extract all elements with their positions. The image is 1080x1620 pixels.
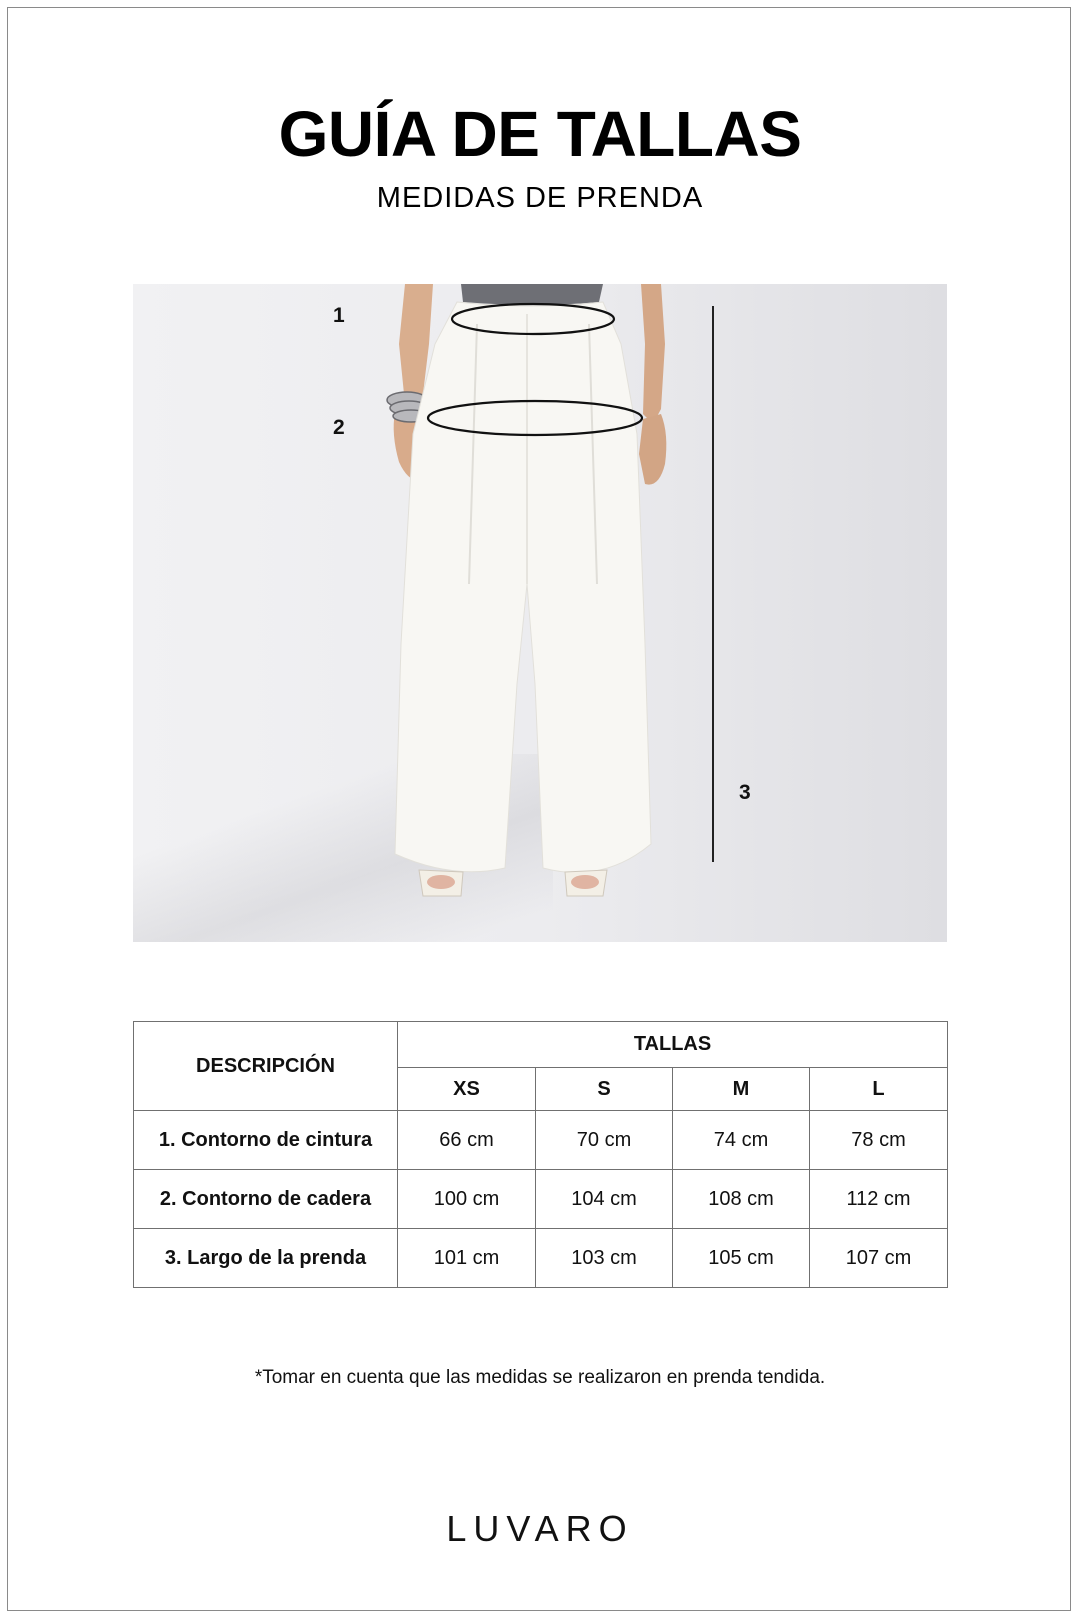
row-label: 1. Contorno de cintura [134,1111,398,1170]
row-label: 3. Largo de la prenda [134,1229,398,1288]
brand-logo: LUVARO [446,1508,634,1549]
cell-value: 66 cm [398,1111,536,1170]
page-subtitle: MEDIDAS DE PRENDA [376,182,704,214]
cell-value: 100 cm [398,1170,536,1229]
cell-value: 78 cm [810,1111,948,1170]
cell-value: 105 cm [673,1229,810,1288]
size-header-xs: XS [398,1068,536,1111]
cell-value: 108 cm [673,1170,810,1229]
measurement-footnote: *Tomar en cuenta que las medidas se realizaron en prenda tendida. [254,1367,826,1388]
table-row-waist [134,1111,948,1170]
marker-label-2: 2 [333,416,345,439]
description-header: DESCRIPCIÓN [134,1022,398,1111]
size-header-s: S [536,1068,673,1111]
row-label: 2. Contorno de cadera [134,1170,398,1229]
garment-photo [133,284,947,942]
sizes-group-header: TALLAS [398,1022,948,1068]
size-table [133,1021,947,1288]
marker-label-3: 3 [739,781,751,804]
page-title: GUÍA DE TALLAS [278,98,802,170]
cell-value: 104 cm [536,1170,673,1229]
table-row-length [134,1229,948,1288]
cell-value: 74 cm [673,1111,810,1170]
table-row-hip [134,1170,948,1229]
model-figure-illustration [133,284,947,942]
size-header-l: L [810,1068,948,1111]
cell-value: 107 cm [810,1229,948,1288]
marker-label-1: 1 [333,304,345,327]
cell-value: 112 cm [810,1170,948,1229]
cell-value: 70 cm [536,1111,673,1170]
cell-value: 103 cm [536,1229,673,1288]
cell-value: 101 cm [398,1229,536,1288]
size-header-m: M [673,1068,810,1111]
